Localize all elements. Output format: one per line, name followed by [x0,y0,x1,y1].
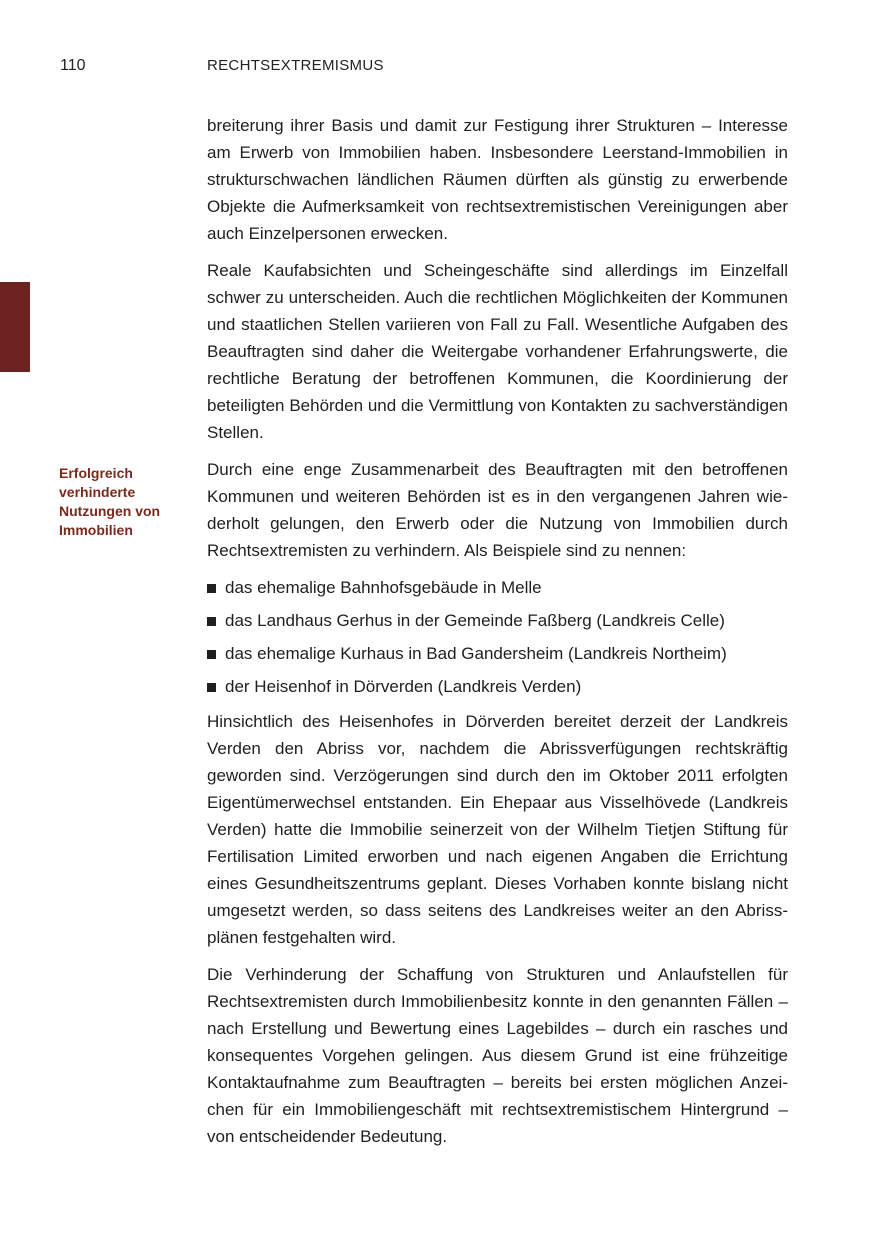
example-list [207,574,788,700]
list-item-text: das ehemalige Kurhaus in Bad Gandersheim (Landkreis Northeim) [225,644,727,663]
list-item-text: das Landhaus Gerhus in der Gemeinde Faßberg (Landkreis Celle) [225,611,725,630]
chapter-side-tab [0,282,30,372]
margin-note [59,464,189,540]
list-item-text: das ehemalige Bahnhofsgebäude in Melle [225,578,542,597]
list-item-text: der Heisenhof in Dörverden (Landkreis Verden) [225,677,582,696]
running-header: RECHTSEXTREMISMUS [207,57,384,74]
body-text [207,112,788,1160]
square-bullet-icon [207,650,216,659]
paragraph: Hinsichtlich des Heisenhofes in Dörverden bereitet derzeit der Landkreis Verden den Abriss vor, nachdem die Abrissverfügungen rechtskräftig geworden sind. Verzögerungen sind durch den im Oktober 2011 erfolgten Eigentümerwechsel entstanden. Ein Ehepaar aus Visselhövede (Landkreis Verden) hatte die Immobilie seinerzeit von der Wilhelm Tietjen Stiftung für Fertilisation Limited erworben und nach eigenen Angaben die Errichtung eines Gesundheitszentrums geplant. Dieses Vorhaben konnte bislang nicht umgesetzt werden, so dass seitens des Landkreises weiter an den Abrissplänen festgehalten wird. [207,712,788,947]
square-bullet-icon [207,683,216,692]
list-item [207,574,788,601]
paragraph: Durch eine enge Zusammenarbeit des Beauftragten mit den betroffenen Kommunen und weiteren Behörden ist es in den vergangenen Jahren wiederholt gelungen, den Erwerb oder die Nutzung von Immobilien durch Rechtsextremisten zu verhindern. Als Beispiele sind zu nennen: [207,460,788,560]
square-bullet-icon [207,617,216,626]
paragraph: Reale Kaufabsichten und Scheingeschäfte sind allerdings im Einzelfall schwer zu unterscheiden. Auch die rechtlichen Möglichkeiten der Kommunen und staatlichen Stellen variieren von Fall zu Fall. Wesentliche Aufgaben des Beauftragten sind daher die Weitergabe vorhandener Erfahrungswerte, die rechtliche Beratung der betroffenen Kommunen, die Koordinierung der beteiligten Behörden und die Vermittlung von Kontakten zu sachverständigen Stellen. [207,261,788,442]
list-item [207,640,788,667]
margin-note-line: Nutzungen von [59,503,161,519]
square-bullet-icon [207,584,216,593]
page-number: 110 [60,57,86,74]
margin-note-line: Erfolgreich [59,465,133,481]
margin-note-line: verhinderte [59,484,136,500]
paragraph: breiterung ihrer Basis und damit zur Festigung ihrer Strukturen – Interesse am Erwerb von Immobilien haben. Insbesondere Leerstand-Immobilien in strukturschwachen ländlichen Räumen dürften als günstig zu erwerbende Objekte die Aufmerksamkeit von rechtsextremistischen Vereinigungen aber auch Einzelpersonen erwecken. [207,116,788,243]
margin-note-line: Immobilien [59,522,133,538]
paragraph: Die Verhinderung der Schaffung von Strukturen und Anlaufstellen für Rechtsextremisten durch Immobilienbesitz konnte in den genannten Fällen – nach Erstellung und Bewertung eines Lagebildes – durch ein rasches und konsequentes Vorgehen gelingen. Aus diesem Grund ist eine frühzeitige Kontaktaufnahme zum Beauftragten – bereits bei ersten möglichen Anzeichen für ein Immobiliengeschäft mit rechtsextremistischem Hintergrund – von entscheidender Bedeutung. [207,965,788,1146]
list-item [207,673,788,700]
list-item [207,607,788,634]
